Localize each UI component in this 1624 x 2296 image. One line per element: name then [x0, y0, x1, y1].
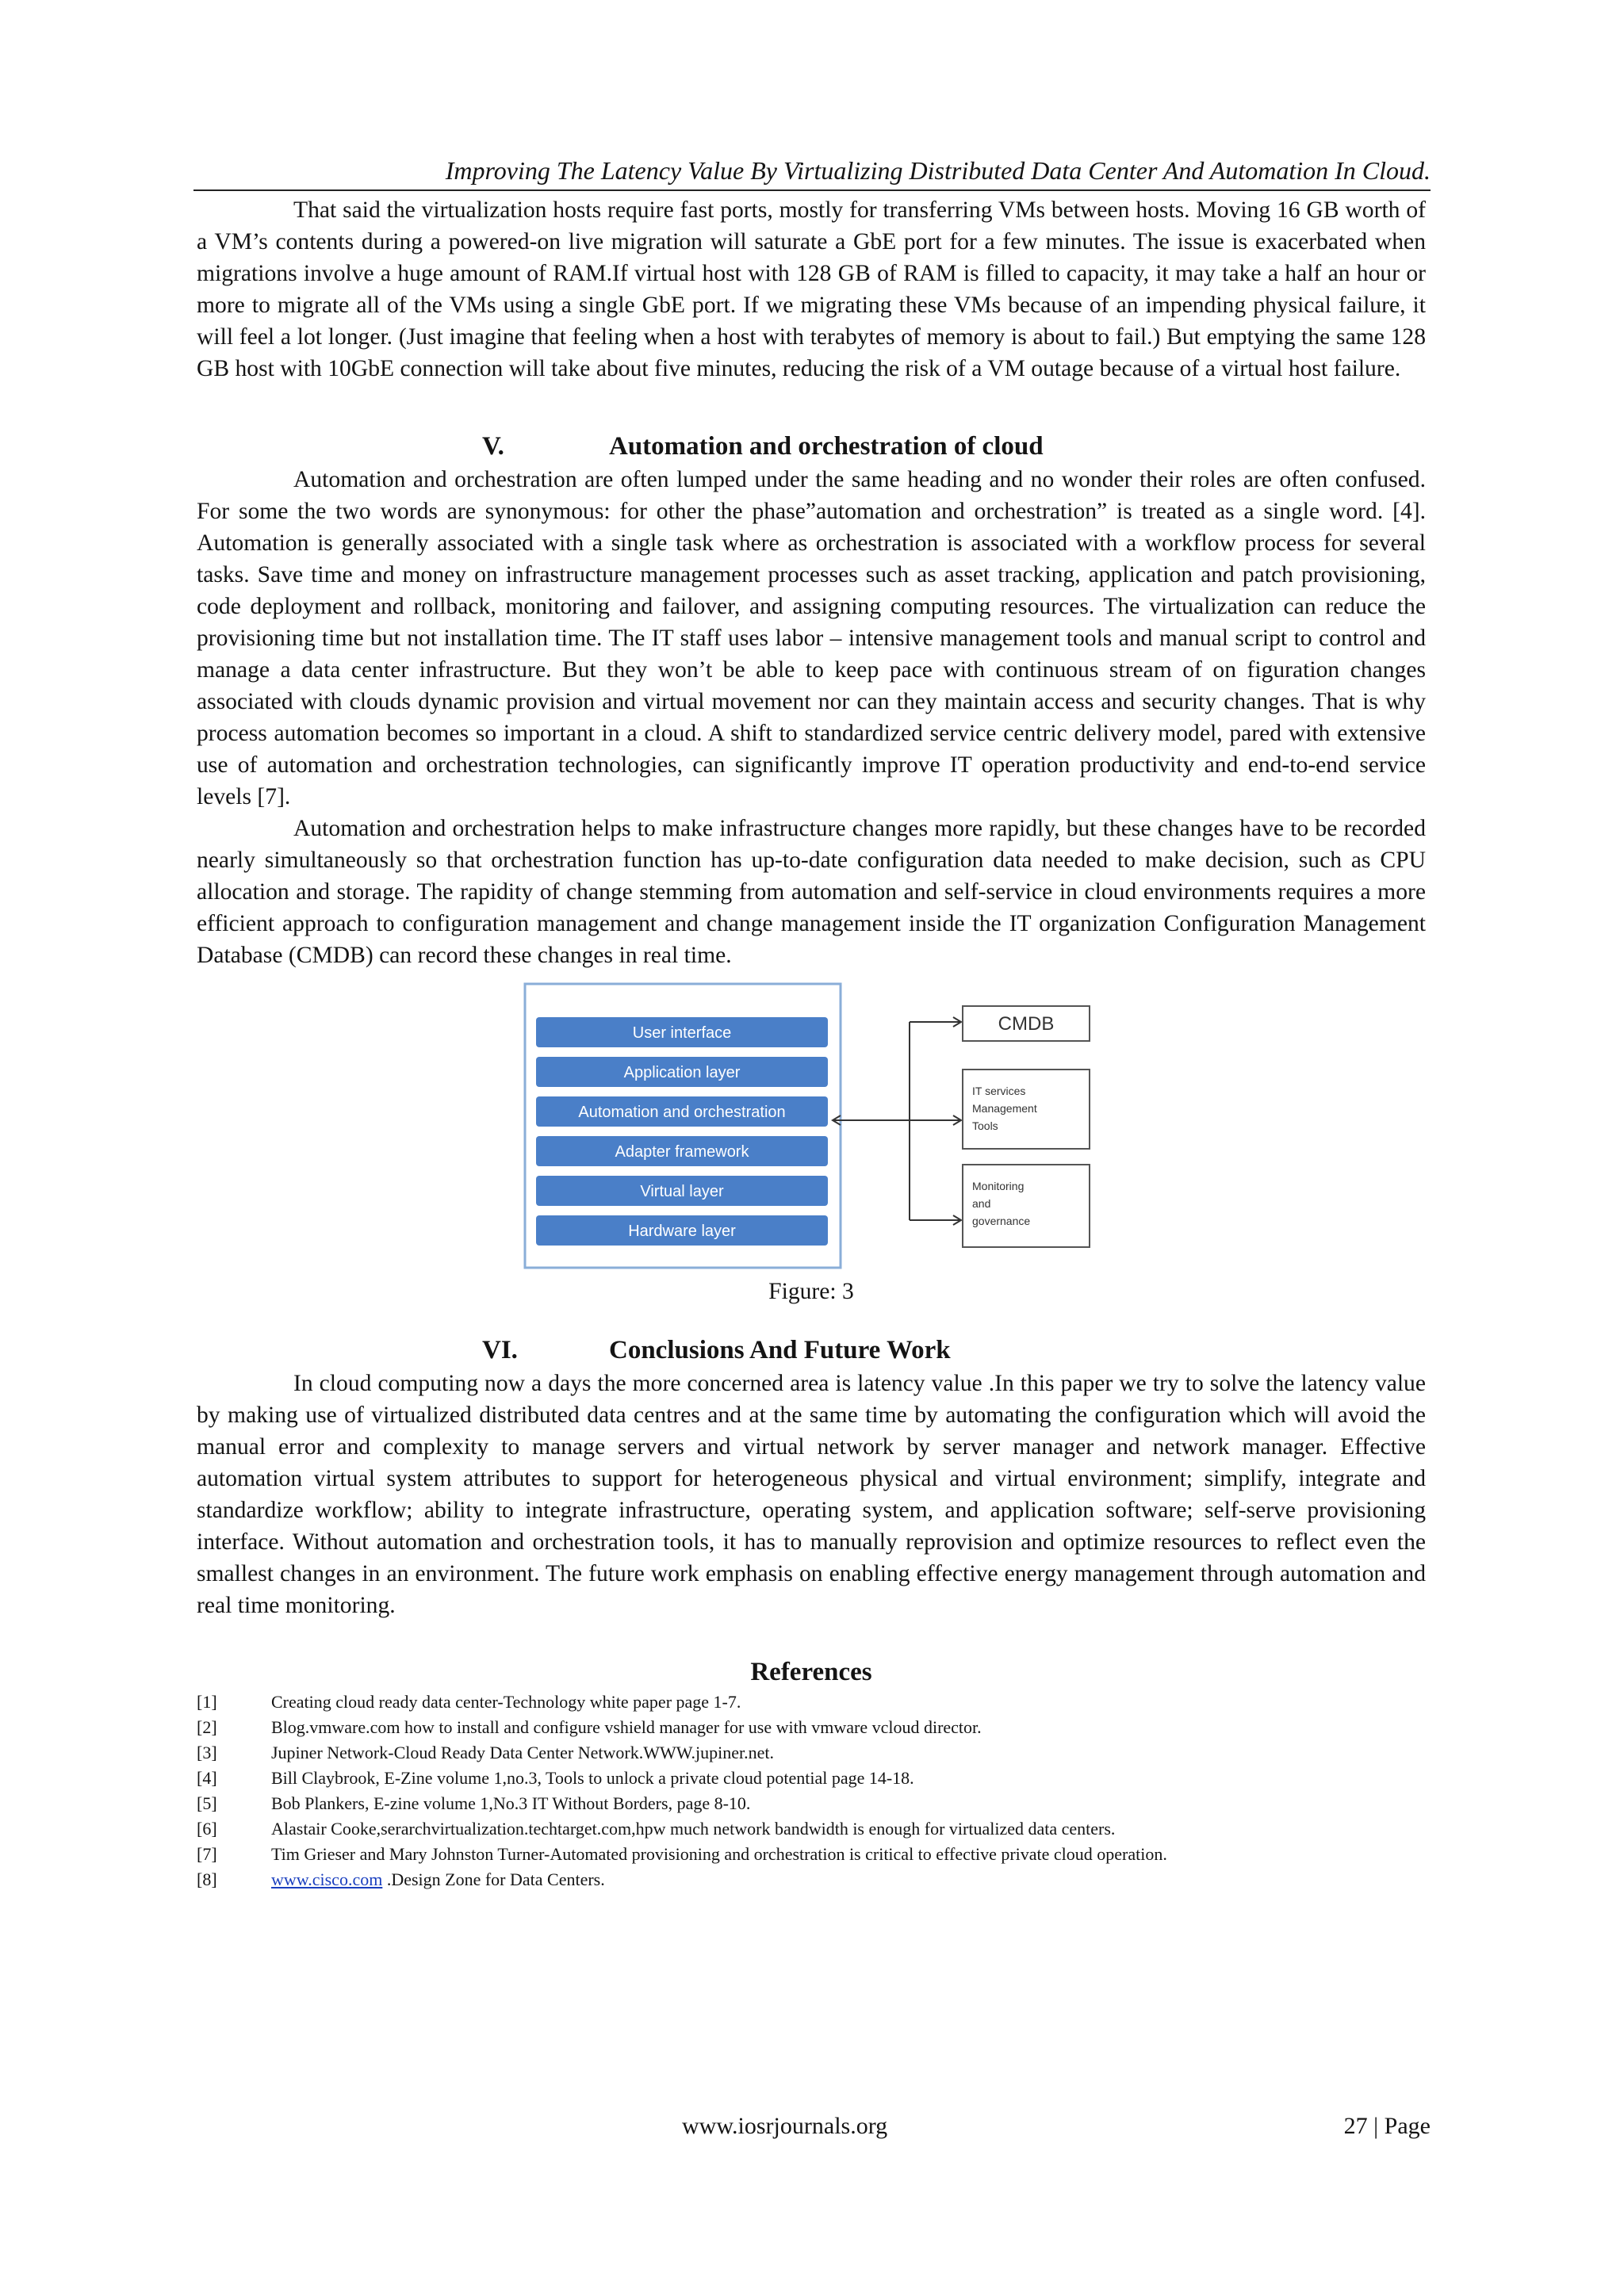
svg-text:and: and [972, 1197, 991, 1210]
svg-text:CMDB: CMDB [998, 1013, 1055, 1035]
architecture-diagram [523, 982, 1094, 1276]
reference-item: [7] Tim Grieser and Mary Johnston Turner-Automated provisioning and orchestration is critical to effective private cloud operation. [197, 1844, 1167, 1864]
svg-text:Tools: Tools [972, 1119, 998, 1132]
section-title: Automation and orchestration of cloud [609, 432, 1044, 461]
layer-adapter-framework [536, 1136, 828, 1166]
reference-item: [5] Bob Plankers, E-zine volume 1,No.3 IT Without Borders, page 8-10. [197, 1793, 751, 1813]
svg-text:IT services: IT services [972, 1085, 1026, 1097]
reference-item: [2] Blog.vmware.com how to install and configure vshield manager for use with vmware vcloud director. [197, 1717, 982, 1737]
reference-item: [1] Creating cloud ready data center-Technology white paper page 1-7. [197, 1692, 741, 1712]
paragraph-sec5-1: Automation and orchestration are often lumped under the same heading and no wonder their roles are often confused. For some the two words are synonymous: for other the phase”automation and orchestration” is treated as a single word. [4]. Automation is generally associated with a single task where as orchestration is associated with a workflow process for several tasks. Save time and money on infrastructure management processes such as asset tracking, application and patch provisioning, code deployment and rollback, monitoring and failover, and assigning computing resources. The virtualization can reduce the provisioning time but not installation time. The IT staff uses labor – intensive management tools and manual script to control and manage a data center infrastructure. But they won’t be able to keep pace with continuous stream of on figuration changes associated with clouds dynamic provision and virtual movement nor can they maintain access and security changes. That is why process automation becomes so important in a cloud. A shift to standardized service centric delivery model, pared with extensive use of automation and orchestration technologies, can significantly improve IT operation productivity and end-to-end service levels [7]. [197, 467, 1426, 809]
svg-text:Management: Management [972, 1102, 1037, 1115]
monitoring-box [963, 1165, 1090, 1247]
svg-text:Hardware layer: Hardware layer [628, 1223, 736, 1240]
reference-item: [6] Alastair Cooke,serarchvirtualization.techtarget.com,hpw much network bandwidth is enough for virtualized data centers. [197, 1819, 1116, 1839]
cmdb-box [963, 1006, 1090, 1041]
section-number: V. [482, 432, 504, 461]
figure-3 [197, 982, 1426, 1276]
layer-hardware [536, 1215, 828, 1246]
paragraph-intro: That said the virtualization hosts require fast ports, mostly for transferring VMs between hosts. Moving 16 GB worth of a VM’s contents during a powered-on live migration will saturate a GbE port for a few minutes. The issue is exacerbated when migrations involve a huge amount of RAM.If virtual host with 128 GB of RAM is filled to capacity, it may take a half an hour or more to migrate all of the VMs using a single GbE port. If we migrating these VMs because of an impending physical failure, it will feel a lot longer. (Just imagine that feeling when a host with terabytes of memory is about to fail.) But emptying the same 128 GB host with 10GbE connection will take about five minutes, reducing the risk of a VM outage because of a virtual host failure. [197, 197, 1426, 381]
svg-text:Monitoring: Monitoring [972, 1180, 1025, 1192]
svg-text:Adapter framework: Adapter framework [615, 1143, 749, 1161]
svg-text:Application layer: Application layer [623, 1064, 741, 1081]
section-heading-6 [197, 1333, 1426, 1368]
section-title: Conclusions And Future Work [609, 1336, 951, 1364]
svg-text:User interface: User interface [632, 1024, 732, 1042]
references-title: References [750, 1658, 872, 1686]
header-rule [193, 189, 1431, 191]
body-column [197, 194, 1426, 1892]
section-heading-5 [197, 429, 1426, 464]
reference-item: [3] Jupiner Network-Cloud Ready Data Center Network.WWW.jupiner.net. [197, 1743, 774, 1762]
connector-lines [833, 1017, 961, 1225]
layer-automation-orchestration [536, 1096, 828, 1127]
svg-text:Virtual layer: Virtual layer [640, 1183, 724, 1200]
it-services-box [963, 1070, 1090, 1149]
paragraph-sec5-2: Automation and orchestration helps to make infrastructure changes more rapidly, but these changes have to be recorded nearly simultaneously so that orchestration function has up-to-date configuration data needed to make decision, such as CPU allocation and storage. The rapidity of change stemming from automation and self-service in cloud environments requires a more efficient approach to configuration management and change management inside the IT organization Configuration Management Database (CMDB) can record these changes in real time. [197, 816, 1426, 968]
cisco-link[interactable]: www.cisco.com [271, 1869, 383, 1889]
running-head: Improving The Latency Value By Virtualizing Distributed Data Center And Automation In Cloud. [445, 156, 1431, 185]
reference-item: [4] Bill Claybrook, E-Zine volume 1,no.3, Tools to unlock a private cloud potential page 14-18. [197, 1768, 914, 1788]
svg-text:Automation and orchestration: Automation and orchestration [578, 1104, 786, 1121]
footer-page-number: 27 | Page [1343, 2113, 1431, 2139]
layer-user-interface [536, 1017, 828, 1047]
reference-item: [8] www.cisco.com .Design Zone for Data Centers. [197, 1869, 605, 1889]
footer-url: www.iosrjournals.org [682, 2113, 888, 2139]
figure-caption: Figure: 3 [768, 1279, 854, 1304]
layer-application [536, 1057, 828, 1087]
section-number: VI. [482, 1336, 518, 1364]
layer-virtual [536, 1176, 828, 1206]
svg-text:governance: governance [972, 1215, 1031, 1227]
paragraph-sec6-1: In cloud computing now a days the more concerned area is latency value .In this paper we try to solve the latency value by making use of virtualized distributed data centres and at the same time by automating the configuration which will avoid the manual error and complexity to manage servers and virtual network by server manager and network manager. Effective automation virtual system attributes to support for heterogeneous physical and virtual environment; simplify, integrate and standardize workflow; ability to integrate infrastructure, operating system, and application software; self-serve provisioning interface. Without automation and orchestration tools, it has to manually reprovision and optimize resources to reflect even the smallest changes in an environment. The future work emphasis on enabling effective energy management through automation and real time monitoring. [197, 1371, 1426, 1618]
reference-list [197, 1689, 1426, 1892]
